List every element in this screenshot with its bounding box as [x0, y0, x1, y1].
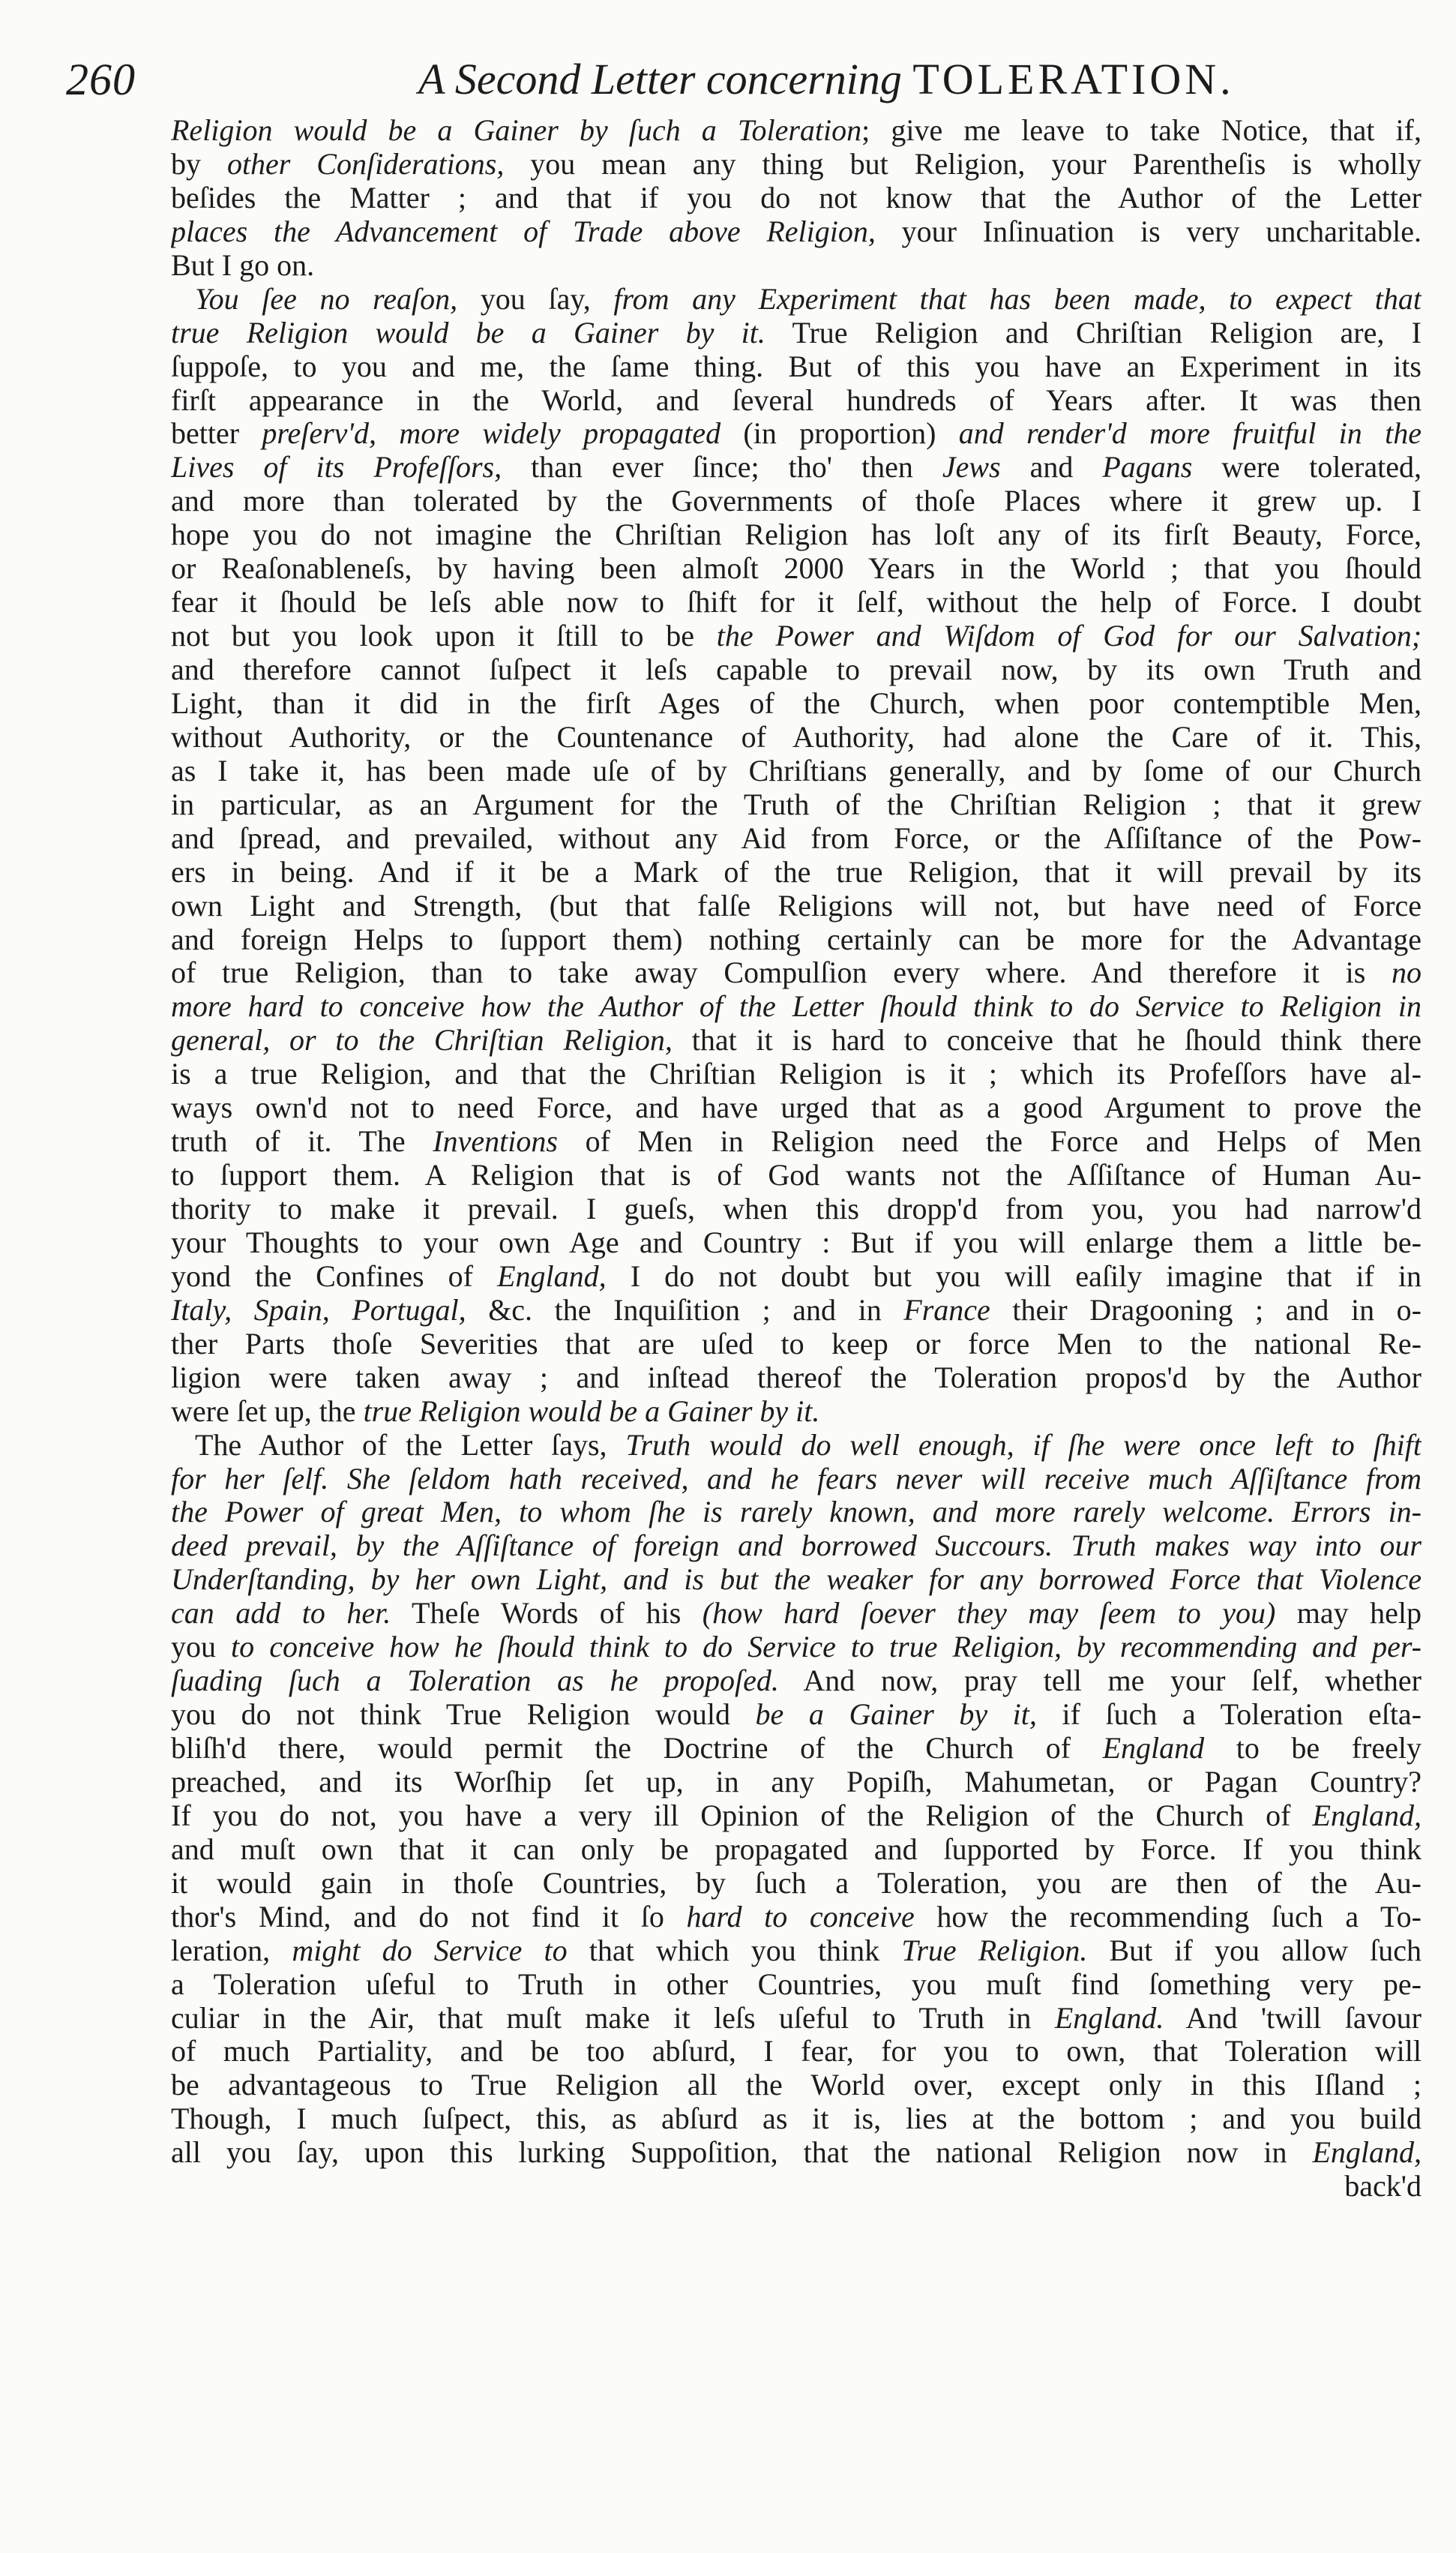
text-run: their Dragooning ; and in o-	[990, 1293, 1422, 1327]
text-line	[171, 182, 1422, 215]
text-line	[171, 518, 1422, 552]
text-line	[171, 114, 1422, 148]
italic-run: England	[1102, 1732, 1205, 1765]
text-run: is a true Religion, and that the Chriſtian Religion is it ; which its Profeſſors have al-	[171, 1058, 1422, 1091]
header-title	[418, 54, 1235, 104]
text-run: And 'twill ſavour	[1164, 2001, 1422, 2035]
text-line	[171, 1496, 1422, 1529]
italic-run: and render'd more fruitful in the	[958, 417, 1422, 451]
text-run: ligion were taken away ; and inſtead thereof the Toleration propos'd by the Author	[171, 1360, 1422, 1394]
text-run: to be freely	[1204, 1732, 1422, 1765]
text-run: better	[171, 417, 262, 451]
italic-run: (how hard ſoever they may ſeem to you)	[702, 1597, 1276, 1630]
text-run: if ſuch a Toleration eſta-	[1036, 1698, 1422, 1732]
italic-run: Italy, Spain, Portugal,	[171, 1293, 466, 1327]
text-line	[171, 1361, 1422, 1395]
body-text	[171, 114, 1422, 2204]
text-line	[171, 283, 1422, 316]
text-run: you mean any thing but Religion, your Parentheſis is wholly	[504, 147, 1422, 181]
text-run: it would gain in thoſe Countries, by ſuch a Toleration, you are then of the Au-	[171, 1866, 1422, 1900]
text-line	[171, 2136, 1422, 2170]
text-run: how the recommending ſuch a To-	[914, 1900, 1422, 1934]
text-run: all you ſay, upon this lurking Suppoſition, that the national Religion now in	[171, 2136, 1313, 2170]
text-line	[171, 1934, 1422, 1968]
italic-run: can add to her.	[171, 1597, 391, 1630]
text-line	[171, 148, 1422, 182]
text-line	[171, 1159, 1422, 1192]
text-line	[171, 1058, 1422, 1091]
text-run: The Author of the Letter ſays,	[195, 1428, 626, 1462]
text-line	[171, 2035, 1422, 2068]
italic-run: England,	[1312, 1798, 1422, 1832]
text-line	[171, 1968, 1422, 2002]
text-line	[171, 384, 1422, 418]
text-run: (in proportion)	[721, 417, 959, 451]
text-run: of true Religion, than to take away Compulſion every where. And therefore it is	[171, 956, 1392, 990]
text-run: thority to make it prevail. I gueſs, when this dropp'd from you, you had narrow'd	[171, 1192, 1422, 1226]
italic-run: general, or to the Chriſtian Religion,	[171, 1024, 673, 1058]
text-run: ers in being. And if it be a Mark of the true Religion, that it will prevail by its	[171, 855, 1422, 889]
text-run: of Men in Religion need the Force and Helps of Men	[557, 1125, 1422, 1159]
italic-run: preſerv'd, more widely propagated	[262, 417, 721, 451]
text-run: or Reaſonableneſs, by having been almoſt 2000 Years in the World ; that you ſhould	[171, 552, 1422, 586]
text-run: and foreign Helps to ſupport them) nothing certainly can be more for the Advantage	[171, 922, 1422, 956]
text-run: Light, than it did in the firſt Ages of the Church, when poor contemptible Men,	[171, 686, 1422, 720]
text-run: Though, I much ſuſpect, this, as abſurd as it is, lies at the bottom ; and you build	[171, 2102, 1422, 2136]
text-line	[171, 1024, 1422, 1058]
text-run: ; give me leave to take Notice, that if,	[861, 114, 1422, 147]
text-line	[171, 822, 1422, 856]
text-line	[171, 687, 1422, 721]
text-line	[171, 1664, 1422, 1698]
text-run: I do not doubt but you will eaſily imagine that if in	[606, 1259, 1422, 1293]
text-line	[171, 1429, 1422, 1462]
text-run: a Toleration uſeful to Truth in other Countries, you muſt find ſomething very pe-	[171, 1967, 1422, 2001]
text-run: culiar in the Air, that muſt make it leſs uſeful to Truth in	[171, 2001, 1055, 2035]
text-run: leration,	[171, 1934, 292, 1967]
text-run: beſides the Matter ; and that if you do not know that the Author of the Letter	[171, 181, 1422, 214]
text-line	[171, 316, 1422, 350]
italic-run: hard to conceive	[686, 1900, 915, 1934]
text-line	[171, 1867, 1422, 1900]
catchword: back'd	[1344, 2170, 1422, 2204]
text-run: &c. the Inquiſition ; and in	[466, 1293, 904, 1327]
text-line	[171, 215, 1422, 249]
italic-run: no	[1392, 956, 1422, 990]
text-run: than ever ſince; tho' then	[502, 451, 942, 484]
text-run: your Inſinuation is very uncharitable.	[875, 214, 1422, 248]
text-run: without Authority, or the Countenance of Authority, had alone the Care of it. This,	[171, 720, 1422, 754]
text-run: But if you allow ſuch	[1087, 1934, 1422, 1967]
page-number: 260	[66, 55, 136, 104]
italic-run: England,	[1312, 2136, 1422, 2170]
text-line	[171, 1732, 1422, 1766]
text-line	[171, 1563, 1422, 1597]
text-run: ther Parts thoſe Severities that are uſed to keep or force Men to the national Re-	[171, 1327, 1422, 1360]
italic-run: Pagans	[1102, 451, 1193, 484]
text-line	[171, 788, 1422, 822]
text-run: fear it ſhould be leſs able now to ſhift for it ſelf, without the help of Force. I doubt	[171, 586, 1422, 620]
text-line	[171, 923, 1422, 957]
text-line	[171, 1294, 1422, 1328]
text-run: yond the Confines of	[171, 1259, 498, 1293]
header-title-italic: A Second Letter concerning	[418, 55, 902, 104]
text-line	[171, 552, 1422, 586]
italic-run: places the Advancement of Trade above Religion,	[171, 214, 876, 248]
running-head	[66, 54, 1416, 114]
text-line	[171, 890, 1422, 923]
italic-run: from any Experiment that has been made, to expect that	[613, 282, 1422, 316]
italic-run: Religion would be a Gainer by ſuch a Toleration	[171, 114, 862, 147]
text-line	[171, 1630, 1422, 1664]
text-run: thor's Mind, and do not find it ſo	[171, 1900, 687, 1934]
text-run: be advantageous to True Religion all the World over, except only in this Iſland ;	[171, 2068, 1422, 2102]
text-run: as I take it, has been made uſe of by Chriſtians generally, and by ſome of our Church	[171, 754, 1422, 788]
text-run: and therefore cannot ſuſpect it leſs capable to prevail now, by its own Truth and	[171, 653, 1422, 686]
text-line	[171, 1328, 1422, 1361]
text-run: you	[171, 1630, 232, 1664]
text-line	[171, 586, 1422, 620]
text-run: If you do not, you have a very ill Opinion of the Religion of the Church of	[171, 1798, 1313, 1832]
text-run: and ſpread, and prevailed, without any Aid from Force, or the Aſſiſtance of the Pow-	[171, 821, 1422, 855]
italic-run: more hard to conceive how the Author of the Letter ſhould think to do Service to Religion in	[171, 990, 1422, 1024]
text-line	[171, 484, 1422, 518]
italic-run: England,	[497, 1259, 607, 1293]
text-line	[171, 249, 1422, 283]
text-run: that it is hard to conceive that he ſhould think there	[672, 1024, 1422, 1058]
italic-run: for her ſelf. She ſeldom hath received, and he fears never will receive much Aſſiſtance from	[171, 1462, 1422, 1496]
text-run: in particular, as an Argument for the Truth of the Chriſtian Religion ; that it grew	[171, 788, 1422, 821]
text-line	[171, 2002, 1422, 2036]
italic-run: Underſtanding, by her own Light, and is but the weaker for any borrowed Force that Violence	[171, 1563, 1422, 1597]
italic-run: Jews	[942, 451, 1001, 484]
italic-run: to conceive how he ſhould think to do Service to true Religion, by recommending and per-	[231, 1630, 1422, 1664]
text-line	[171, 856, 1422, 890]
text-line	[171, 721, 1422, 754]
text-line	[171, 1125, 1422, 1159]
text-run: ſuppoſe, to you and me, the ſame thing. But of this you have an Experiment in its	[171, 350, 1422, 383]
text-run: bliſh'd there, would permit the Doctrine of the Church of	[171, 1732, 1103, 1765]
italic-run: the Power and Wiſdom of God for our Salvation;	[716, 620, 1422, 653]
italic-run: Inventions	[433, 1125, 558, 1159]
text-run: But I go on.	[171, 248, 315, 282]
text-run: by	[171, 147, 227, 181]
text-line	[171, 754, 1422, 788]
italic-run: other Conſiderations,	[226, 147, 505, 181]
text-run: of much Partiality, and be too abſurd, I fear, for you to own, that Toleration will	[171, 2035, 1422, 2068]
text-run: you do not think True Religion would	[171, 1698, 756, 1732]
text-run: preached, and its Worſhip ſet up, in any Popiſh, Mahumetan, or Pagan Country?	[171, 1765, 1422, 1798]
italic-run: be a Gainer by it,	[755, 1698, 1037, 1732]
text-line	[171, 451, 1422, 484]
text-run: firſt appearance in the World, and ſeveral hundreds of Years after. It was then	[171, 383, 1422, 417]
text-run: not but you look upon it ſtill to be	[171, 620, 717, 653]
text-line	[171, 1597, 1422, 1630]
text-line	[171, 417, 1422, 451]
text-run: True Religion and Chriſtian Religion are, I	[765, 316, 1422, 350]
italic-run: might do Service to	[292, 1934, 568, 1967]
text-line	[171, 1766, 1422, 1799]
italic-run: Truth would do well enough, if ſhe were once left to ſhift	[625, 1428, 1422, 1462]
text-run: Theſe Words of his	[391, 1597, 703, 1630]
text-run: were tolerated,	[1192, 451, 1422, 484]
text-line	[171, 1900, 1422, 1934]
text-line	[171, 990, 1422, 1024]
text-run: own Light and Strength, (but that falſe Religions will not, but have need of Force	[171, 889, 1422, 922]
text-run: were ſet up, the	[171, 1394, 364, 1428]
header-title-caps: TOLERATION.	[912, 55, 1235, 104]
text-run: and more than tolerated by the Governments of thoſe Places where it grew up. I	[171, 484, 1422, 518]
text-line	[171, 1529, 1422, 1563]
italic-run: the Power of great Men, to whom ſhe is rarely known, and more rarely welcome. Errors in-	[171, 1496, 1422, 1529]
text-run: And now, pray tell me your ſelf, whether	[778, 1664, 1422, 1698]
italic-run: Lives of its Profeſſors,	[171, 451, 502, 484]
text-run: and muſt own that it can only be propagated and ſupported by Force. If you think	[171, 1832, 1422, 1866]
italic-run: true Religion would be a Gainer by it.	[171, 316, 765, 350]
text-run: ways own'd not to need Force, and have urged that as a good Argument to prove the	[171, 1091, 1422, 1125]
italic-run: France	[903, 1293, 990, 1327]
text-line	[171, 956, 1422, 990]
text-run: hope you do not imagine the Chriſtian Religion has loſt any of its firſt Beauty, Force,	[171, 518, 1422, 552]
text-run: and	[1000, 451, 1103, 484]
text-run: that which you think	[567, 1934, 902, 1967]
text-run: truth of it. The	[171, 1125, 433, 1159]
text-line	[171, 653, 1422, 687]
text-line	[171, 1462, 1422, 1496]
text-line	[171, 1192, 1422, 1226]
text-line	[171, 1698, 1422, 1732]
text-line	[171, 2102, 1422, 2136]
italic-run: deed prevail, by the Aſſiſtance of foreign and borrowed Succours. Truth makes way into our	[171, 1529, 1422, 1563]
italic-run: true Religion would be a Gainer by it.	[363, 1394, 820, 1428]
italic-run: England.	[1054, 2001, 1164, 2035]
text-line	[171, 1799, 1422, 1833]
text-line	[171, 2068, 1422, 2102]
text-line	[171, 350, 1422, 384]
italic-run: True Religion.	[901, 1934, 1088, 1967]
text-line	[171, 1833, 1422, 1867]
text-run: to ſupport them. A Religion that is of God wants not the Aſſiſtance of Human Au-	[171, 1159, 1422, 1192]
text-run: your Thoughts to your own Age and Country : But if you will enlarge them a little be-	[171, 1226, 1422, 1259]
text-run: you ſay,	[457, 282, 614, 316]
italic-run: You ſee no reaſon,	[195, 282, 458, 316]
text-line	[171, 1091, 1422, 1125]
text-line	[171, 1260, 1422, 1294]
italic-run: ſuading ſuch a Toleration as he propoſed.	[171, 1664, 779, 1698]
text-run: may help	[1275, 1597, 1422, 1630]
text-line	[171, 1395, 1422, 1429]
text-line	[171, 620, 1422, 653]
text-line	[171, 1226, 1422, 1260]
